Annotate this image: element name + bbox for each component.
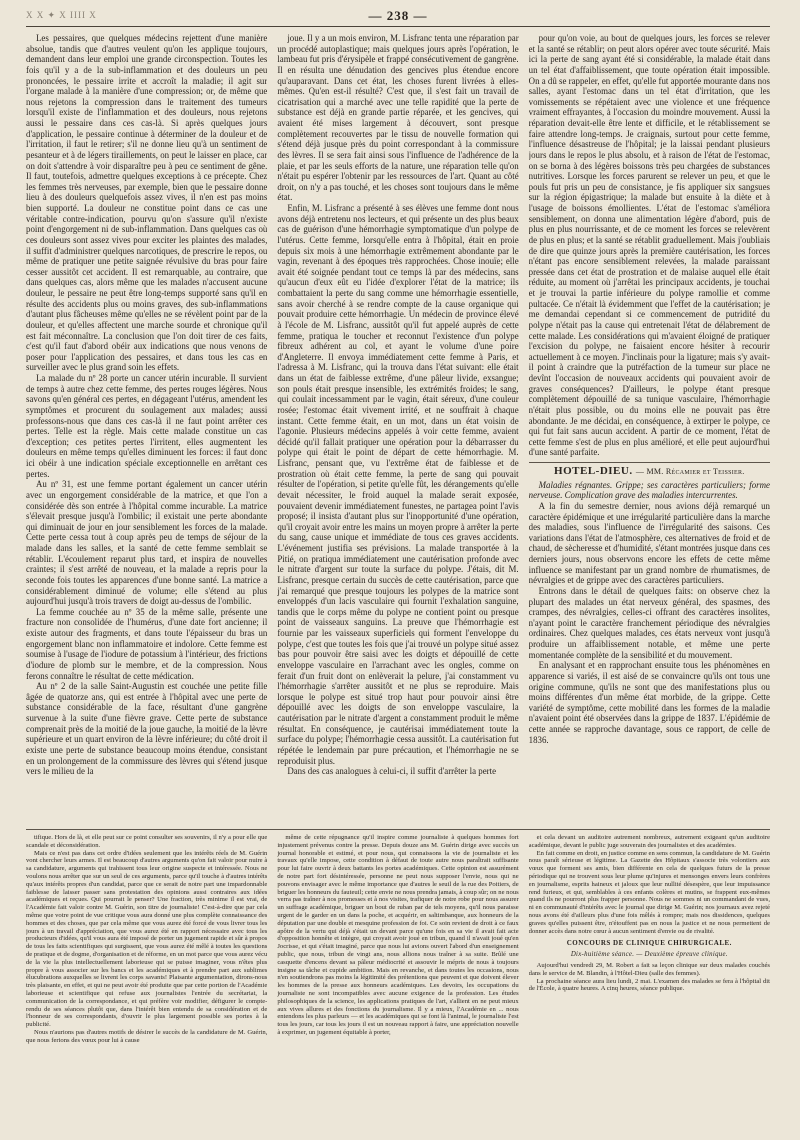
upper-columns <box>26 33 770 825</box>
paragraph: pour qu'on voie, au bout de quelques jours, les forces se relever et la santé se rétablir; on peut alors opérer avec toute sécurité. Mais ici la perte de sang ayant été si considérable, la malade était dans un tel état d'affaiblissement, que toute opération était impossible. On a dû se rappeler, en effet, qu'elle fut apportée mourante dans nos salles, ayant l'estomac dans un tel état d'irritation, que les vomissements se répétaient avec une violence et une fréquence vraiment effrayantes, à l'occasion du moindre mouvement. Aussi la réparation devait-elle être lente et difficile, et le rétablissement se faire attendre long-temps. Je craignais, surtout pour cette femme, l'influence désastreuse de l'hôpital; je la laissai pendant plusieurs jours dans le repos le plus absolu, et à raison de l'état de l'estomac, on se borna à des légères boissons très peu chargées de substances nutritives. Lorsque les forces parurent se relever un peu, et que le pouls fut pris un peu de consistance, je fis appliquer six sangsues sur la région épigastrique; la malade but ensuite à la diète et à l'usage de boissons émollientes. L'état de l'estomac s'améliora sensiblement, on donna une alimentation légère d'abord, puis de plus en plus nourrissante, et de ce moment les forces se relevèrent de plus en plus; et la santé se rétablit graduellement. Mais j'oubliais de dire que quinze jours après la première cautérisation, les forces n'étant pas encore sensiblement relevées, la malade paraissant pressée dans cet état de prostration et de malaise auquel elle était réduite, au moment où j'arrêtai les principaux accidents, je touchai et je trouvai la partie inférieure du polype ramollie et comme pultacée. Ce n'était là évidemment que l'effet de la cautérisation; je me demandai cependant si ce commencement de putridité du polype n'était pas la cause qui entretenait l'état de délabrement de cette malade. Les considérations qui m'avaient éloigné de pratiquer l'excision du polype, ne faisaient encore hésiter à recourir actuellement à ce moyen. J'inclinais pour la ligature; mais s'y avait-il point à craindre que la putréfaction de la tumeur sur place ne devînt l'occasion de nouveaux accidents qui pouvaient avoir de graves conséquences? D'ailleurs, le polype étant presque complètement dépouillé de sa tunique vasculaire, l'hémorrhagie n'était plus possible, ou du moins elle ne pouvait pas être abondante. Je me décidai, en conséquence, à extirper le polype, ce qui fut fait sans aucun accident. A partir de ce moment, l'état de cette femme s'est de plus en plus amélioré, et elle peut aujourd'hui d'une santé parfaite. <box>528 33 770 458</box>
column-1 <box>26 33 267 825</box>
section-heading-hotel-dieu <box>529 462 770 478</box>
paragraph: La malade du nº 28 porte un cancer utérin incurable. Il survient de temps à autre chez cette femme, des pertes rouges légères. Nous savons qu'en général ces pertes, en dégageant l'utérus, amendent les symptômes et procurent du soulagement aux malades; aussi professons-nous que dans ces cas-là il ne faut point arrêter ces pertes. Telle est la règle. Mais cette malade constitue un cas d'exception; ces petites pertes l'irritent, elles augmentent les douleurs en même temps qu'elles diminuent les forces: il faut donc ici obéir à une indication spéciale exceptionnelle en arrêtant ces pertes. <box>26 373 268 479</box>
paragraph: et cela devant un auditoire autrement nombreux, autrement exigeant qu'un auditoire académique, devant le public juge souverain des journalistes et des académies. <box>528 834 770 849</box>
paragraph: En fait comme en droit, en justice comme en sens commun, la candidature de M. Guérin nous paraît sérieuse et légitime. La Gazette des Hôpitaux s'associe très volontiers aux vœux que forment ses amis, bien différente en cela de quelques futurs de la presse périodique qui ne trouvent sous leur plume qu'injures et mensonges envers leurs confrères en journalisme, esprits haineux et jaloux que leur nullité désespère, que leur impuissance rend furieux, et qui, semblables à ces enfants colères et mutins, se frappent eux-mêmes quand ils ne pourront plus frapper personne. Nous ne sommes ni un commandant de vues, ni en communauté d'intérêts avec le journal que dirige M. Guérin; nos journaux avez rejeté nous avons été d'ailleurs plus d'une fois mêlés à rompre; mais nos dissidences, quelques graves qu'elles puissent être, n'étouffent pas en nous la justice et ne nous permettent de donner accès dans notre cœur à aucun sentiment d'envie ou de rivalité. <box>528 849 770 935</box>
section-heading-concours: CONCOURS DE CLINIQUE CHIRURGICALE. <box>566 939 732 948</box>
page-number: — 238 — <box>368 8 428 23</box>
paragraph: Nous n'aurions pas d'autres motifs de désirer le succès de la candidature de M. Guérin, que nous ferions des vœux pour lui à cause <box>26 1028 268 1044</box>
paragraph: joue. Il y a un mois environ, M. Lisfranc tenta une réparation par un procédé autoplastique; mais quelques jours après l'opération, le lambeau fut pris d'érysipèle et frappé consécutivement de gangrène. Il en résulta une dénudation des gencives plus étendue encore qu'auparavant. Dans cet état, les choses furent livrées à elles-mêmes. Qu'en est-il résulté? C'est que, il s'est fait un travail de cicatrisation qui a marché avec une telle rapidité que la perte de substance est déjà en grande partie réparée, et les gencives, qui avaient été mises largement à découvert, sont presque complètement recouvertes par le tissu de nouvelle formation qui s'étend déjà jusque près du point correspondant à la commissure des lèvres. Il se sera fait ainsi sous l'influence de l'adhérence de la plaie, et par les seuls efforts de la nature, une réparation telle qu'on n'était pu espérer l'obtenir par les ressources de l'art. Quant au côté droit, on n'y a pas touché, et les choses sont toujours dans le même état. <box>277 33 519 203</box>
section-title: HOTEL-DIEU. <box>554 465 633 477</box>
session-heading: Dix-huitième séance. — Deuxième épreuve clinique. <box>570 951 728 959</box>
paragraph: A la fin du semestre dernier, nous avions déjà remarqué un caractère épidémique et une irrégularité particulière dans la marche des maladies, sous l'influence de l'irrégularité des saisons. Ces variations dans l'état de l'atmosphère, ces alternatives de froid et de chaud, de sècheresse et d'humidité, s'étant montrées jusque dans ces derniers jours, nous observons encore les effets de cette même influence se manifestant par un grand nombre de rhumatismes, de névralgies et de grippe avec des caractères particuliers. <box>528 500 770 586</box>
lower-column-1 <box>26 834 267 1136</box>
lower-column-2 <box>277 834 518 1136</box>
column-3 <box>529 33 770 825</box>
paragraph: En analysant et en rapprochant ensuite tous les phénomènes en apparence si variés, il est aisé de se convaincre qu'ils ont tous une origine commune, qu'ils ne sont que des manifestations plus ou moins différentes d'un même état morbide, de la grippe. Cette variété de symptôme, cette mobilité dans les formes de la maladie n'avaient point été observées dans la grippe de 1837. L'épidémie de cette année se rapproche davantage, sous ce rapport, de celle de 1836. <box>528 660 770 745</box>
paragraph: Enfin, M. Lisfranc a présenté à ses élèves une femme dont nous avons déjà entretenu nos lecteurs, et qui présente un des plus beaux cas de guérison d'une hémorrhagie symptomatique d'un polype de l'utérus. Cette femme, lorsqu'elle entra à l'hôpital, était en proie depuis six mois à une hémorrhagie extrêmement abondante par le vagin, revenant à des époques très rapprochées. Chose inouïe; elle avait été soignée pendant tout ce temps là par des médecins, sans qu'aucun d'eux eût eu l'idée d'explorer l'état de la matrice; ils combattaient la perte du sang comme une hémorrhagie essentielle, sans avoir cherché à se rendre compte de la cause organique qui pouvait produire cette hémorrhagie. Un médecin de province élevé à l'école de M. Lisfranc, aussitôt qu'il fut appelé auprès de cette femme, pratiqua le toucher et reconnut l'existence d'un polype fibreux adhérent au col, et ayant le volume d'une poire d'Angleterre. Il envoya immédiatement cette femme à Paris, et l'adressa à M. Lisfranc, qui la trouva dans l'état suivant: elle était dans un état de faiblesse extrême, d'une pâleur livide, exsangue; son pouls était presque insensible, les extrémités froides; le sang, qui coulait incessamment par le vagin, était séreux, d'une couleur rosée; l'estomac était vivement irrité, et ne souffrait à chaque instant. Cette femme était, en un mot, dans un état voisin de l'agonie. Plusieurs médecins appelés à voir cette femme, avaient décidé qu'il fallait pratiquer une opération pour la débarrasser du polype qui était le point de départ de cette hémorrhagie. M. Lisfranc, pensant que, vu l'extrême état de faiblesse et de prostration où était cette femme, la perte de sang qui pouvait résulter de l'opération, si petite qu'elle fût, les dérangements qu'elle devait nécessiter, le froid auquel la malade serait exposée, pouvaient devenir immédiatement funestes, ne partagea point l'avis proposé; il insista d'autant plus sur l'inopportunité d'une opération, qu'il croyait avoir entre les mains un moyen propre à arrêter la perte du sang, cause unique et immédiate de tous ces graves accidents. L'événement justifia ses prévisions. La malade transportée à la Pitié, on pratiqua immédiatement une cautérisation profonde avec le nitrate d'argent sur toute la surface du polype. J'étais, dit M. Lisfranc, presque certain du succès de cette cautérisation, parce que j'ai remarqué que presque toujours les polypes de la matrice sont enveloppés d'un lacis vasculaire qui fournit l'exhalation sanguine, tandis que le corps même du polype ne contient point ou presque point de vaisseaux sanguins. La preuve que l'hémorrhagie est fournie par les vaisseaux superficiels qui forment l'enveloppe du polype, c'est que toutes les fois que j'ai trouvé un polype situé assez bas pour pouvoir être saisi avec les doigts et dépouillé de cette enveloppe vasculaire en l'arrachant avec les ongles, comme on ferait d'un fruit dont on enlèverait la pelure, j'ai constamment vu l'hémorrhagie s'arrêter aussitôt et ne plus se reproduire. Mais lorsque le polype est situé trop haut pour pouvoir ainsi être dépouillé avec les doigts de son enveloppe vasculaire, la cautérisation par le nitrate d'argent a constamment produit le même résultat. En conséquence, je cautérisai immédiatement toute la surface du polype; l'hémorrhagie cessa aussitôt. La cautérisation fut répétée le lendemain par pure précaution, et l'hémorrhagie ne se reproduisit plus. <box>277 203 519 766</box>
paragraph: Dans des cas analogues à celui-ci, il suffit d'arrêter la perte <box>287 766 497 777</box>
section-divider <box>26 829 770 830</box>
paragraph: Aujourd'hui vendredi 29, M. Robert a fait sa leçon clinique sur deux malades couchés dans le service de M. Blandin, à l'Hôtel-Dieu (salle des femmes). <box>528 961 770 977</box>
paragraph: tifique. Hors de là, et elle peut sur ce point consulter ses souvenirs, il n'y a pour elle que scandale et déconsidération. <box>26 834 268 849</box>
page-header <box>26 8 770 27</box>
paragraph: Entrons dans le détail de quelques faits: on observe chez la plupart des malades un état nerveux général, des spasmes, des crampes, des névralgies, celles-ci offrant des caractères insolites, n'ayant point le caractère franchement périodique des névralgies ordinaires. Chez quelques malades, ces états nerveux vont jusqu'à produire un affaiblissement notable, et même une perte momentanée complète de la sensibilité et du mouvement. <box>528 585 770 660</box>
header-smudge: X X ✦ X IIII X <box>26 10 97 20</box>
paragraph: La femme couchée au nº 35 de la même salle, présente une fracture non consolidée de l'humérus, d'une date fort ancienne; il existe autour des fragments, et dans toute l'épaisseur du bras un engorgement blanc non inflammatoire et indolore. Cette femme est soumise à l'usage de l'iodure de potassium à l'intérieur, des frictions d'iodure de plomb sur le membre, et de la compression. Nous ferons connaître le résultat de cette médication. <box>26 606 268 681</box>
paragraph: Mais ce n'est pas dans cet ordre d'idées seulement que les intérêts réels de M. Guérin vont chercher leurs armes. Il est beaucoup d'autres arguments qu'on fait valoir pour nuire à sa candidature, arguments qui trahissent tous leur origine suspecte et intéressée. Nous ne voulons nous arrêter que sur un seul de ces arguments, parce qu'il touche à d'autres intérêts qu'aux intérêts propres d'un candidat, parce que ce serait de notre part une impardonnable faiblesse de laisser passer sans protestation des opinions aussi contraires aux idées académiques et reçues. Qui pourrait le penser? Une fraction, très minime il est vrai, de l'Académie fait valoir contre M. Guérin, son titre de journaliste! C'est-à-dire que par cela même que votre point de vue critique vous aura donné une plus complète connaissance des hommes et des choses, que par cela même que vous aurez été forcé de vous livrer tous les jours à un travail d'appréciation, que vous aurez été en rapport nécessaire avec tous les producteurs d'idées, qu'il vous aura été imposé de porter un jugement rapide et sûr à propos de tous les faits scientifiques qui surgissent, que vous aurez été mêlé à toutes les questions de pratique et de dogme, d'organisation et de réforme, en un mot parce que vous aurez vécu de la vie la plus intellectuellement laborieuse qui se puisse imaginer, vous n'êtes plus propre à vous associer sur les bancs et les académiques et à prendre part aux sublimes élucubrations auxquelles se livrent les corps savants! Plaisante argumentation, dirons-nous très plaisante, en effet, et qui ne peut avoir été produite que par cette portion de l'Académie laborieuse et scientifique qui refuse aux journalistes l'entrée du secrétariat, la communication de la correspondance, et qui préfère voir modifier, défigurer le compte-rendu de ses séances plutôt que, dans l'intérêt bien entendu de sa considération et de l'honneur de ses correspondants, d'ouvrir le plus largement possible ses portes à la publicité. <box>26 849 268 1029</box>
paragraph: Au nº 2 de la salle Saint-Augustin est couchée une petite fille âgée de quatorze ans, qui est entrée à l'hôpital avec une perte de substance considérable de la face, résultant d'une gangrène survenue à la suite d'une fièvre grave. Cette perte de substance comprenait près de la moitié de la joue gauche, la moitié de la lèvre supérieure et un quart environ de la lèvre inférieure; du côté droit il existe une perte de substance beaucoup moins étendue, consistant en un prolongement de la commissure des lèvres qui s'étend jusque vers le milieu de la <box>26 681 268 777</box>
column-2 <box>277 33 518 825</box>
paragraph: même de cette répugnance qu'il inspire comme journaliste à quelques hommes fort injustement prévenus contre la presse. Depuis douze ans M. Guérin dirige avec succès un journal honorable et estimé, et pour nous, qui connaissons la vie de journaliste et les travaux qu'elle impose, cette condition à défaut de toute autre nous paraîtrait suffisante pour lui faire ouvrir à deux battants les portes académiques. Cette opinion est assurément de notre part fort désintéressée, personne ne peut nous supposer l'envie, nous qui ne pouvons envisager avec le même importance que d'autres le seuil de la rue des Poitiers, de briguer les honneurs du fauteuil; cette envie ne nous prendra jamais, à coup sûr; on ne nous verra pas traîner à nos promesses et à nos visites, trafiquer de notre robe pour nous assurer un suffrage académique, briguer un bout de ruban par de tels moyens, qu'il nous paraisse urgent de le garder en un dans la poche, et acquérir, en saltimbanque, aux honneurs de la députation par une double et mesquine profession de foi. Ce soin revient de droit à ce faux apôtre de la vertu qui déjà s'était un devant parce qu'une fois en sa vie il avait fait acte d'opposition honnête et intègre, qui croyait avoir joué en tribun, quand il n'avait joué qu'en Jocrisse, et qui s'était imaginé, parce que nous lui avions ouvert l'abord d'un enseignement public, que nous, tribun de vingt ans, nous allions nous traîner à sa suite. Brûlé une casquette d'encens devant sa pâleur médiocrité et assouvir le mépris de nous à toujours insigne sa tâche et cupide ambition. Mais en revanche, et dans toutes les occasions, nous n'en soutiendrons pas moins la légitimité des prétentions que peuvent et que doivent élever les hommes de la presse aux honneurs académiques. Les devoirs, les occupations du journaliste ne sont incompatibles avec aucune exigence de la profession. Les études philosophiques de la science, les applications pratiques de l'art, s'allient en ne peut mieux aux vives allures et des fonctions du journalisme. Il y a mieux, l'Académie en ... nous entendons les plus parleurs — et les académiques qui se font là l'animal, le journaliste l'est tous les jours, car tous les jours il est un nouveau rapport à faire, une appréciation nouvelle à exprimer, un jugement équitable à porter, <box>277 834 519 1036</box>
paragraph: Au nº 31, est une femme portant également un cancer utérin avec un engorgement considérable de la matrice, et que l'on a considérée dès son entrée à l'hôpital comme incurable. La matrice s'élevait presque jusqu'à l'ombilic; il existait une perte abondante qui diminuait de jour en jour sensiblement les forces de la malade. Cette perte cessa tout à coup après peu de temps de séjour de la malade dans les salles, et la santé de cette femme semblait se rétablir. L'écoulement reparut plus tard, et inspira de nouvelles craintes; il s'est arrêté de nouveau, et la malade a repris pour la seconde fois toutes les apparences d'une bonne santé. La matrice a considérablement diminué de volume; elle s'étend au plus aujourd'hui jusqu'à trois travers de doigt au-dessus de l'ombilic. <box>26 479 268 607</box>
paragraph: Les pessaires, que quelques médecins rejettent d'une manière absolue, tandis que d'autres veulent qu'on les applique toujours, demandent dans leur emploi une grande circonspection. Toutes les fois qu'il y a de la sub-inflammation et des douleurs un peu prononcées, le pessaire irrite et accroît la maladie; il agit sur l'organe malade à la manière d'une compression; or, de même que nous rejetons la compression dans le traitement des tumeurs lorsqu'il existe de l'inflammation et des douleurs, nous rejetons aussi le pessaire dans ces cas-là. Si après quelques jours d'application, le pessaire continue à déterminer de la douleur et de l'irritation, il faut le retirer; s'il ne donne lieu qu'à un sentiment de pesanteur et à de légers tiraillements, on peut le laisser en place, car on doit s'attendre à voir disparaître peu à peu ce sentiment de gêne. Il faut, toutefois, admettre quelques exceptions à ce précepte. Chez les femmes très nerveuses, par exemple, bien que le pessaire donne lieu à des douleurs quelquefois assez vives, il n'en est pas moins bien supporté. La douleur ne constitue point dans ce cas une véritable contre-indication, pourvu qu'on s'assure qu'il n'existe point d'engorgement ni de sub-inflammation. Dans quelques cas où ces douleurs sont assez vives pour exciter les plaintes des malades, il suffit d'administrer quelques narcotiques, de prescrire le repos, ou même de pratiquer une petite saignée révulsive du bras pour faire cesser aussitôt cet accident. Il est remarquable, au contraire, que dans quelques cas, alors même que les malades n'accusent aucune douleur, le pessaire ne peut être long-temps supporté sans qu'il en résulte des accidents plus ou moins graves, des sub-inflammations d'autant plus fâcheuses même qu'elles ne se révèlent point par de la douleur, et qu'elles affectent une marche sourde et chronique qu'il est fait méconnaître. La conclusion que l'on doit tirer de ces faits, c'est qu'il faut d'abord obéir aux indications que nous venons de poser pour l'application des pessaires, et dans tous les cas en surveiller avec le plus grand soin les effets. <box>26 33 268 373</box>
section-doctors: — MM. Récamier et Teissier. <box>635 467 745 476</box>
lower-columns <box>26 834 770 1136</box>
lower-column-3 <box>529 834 770 1136</box>
section-subheading: Maladies régnantes. Grippe; ses caractères particuliers; forme nerveuse. Complication grave des maladies intercurrentes. <box>528 479 770 501</box>
paragraph: La prochaine séance aura lieu lundi, 2 mai. L'examen des malades se fera à l'hôpital dit de l'École, à quatre heures. A cinq heures, séance publique. <box>528 977 770 993</box>
